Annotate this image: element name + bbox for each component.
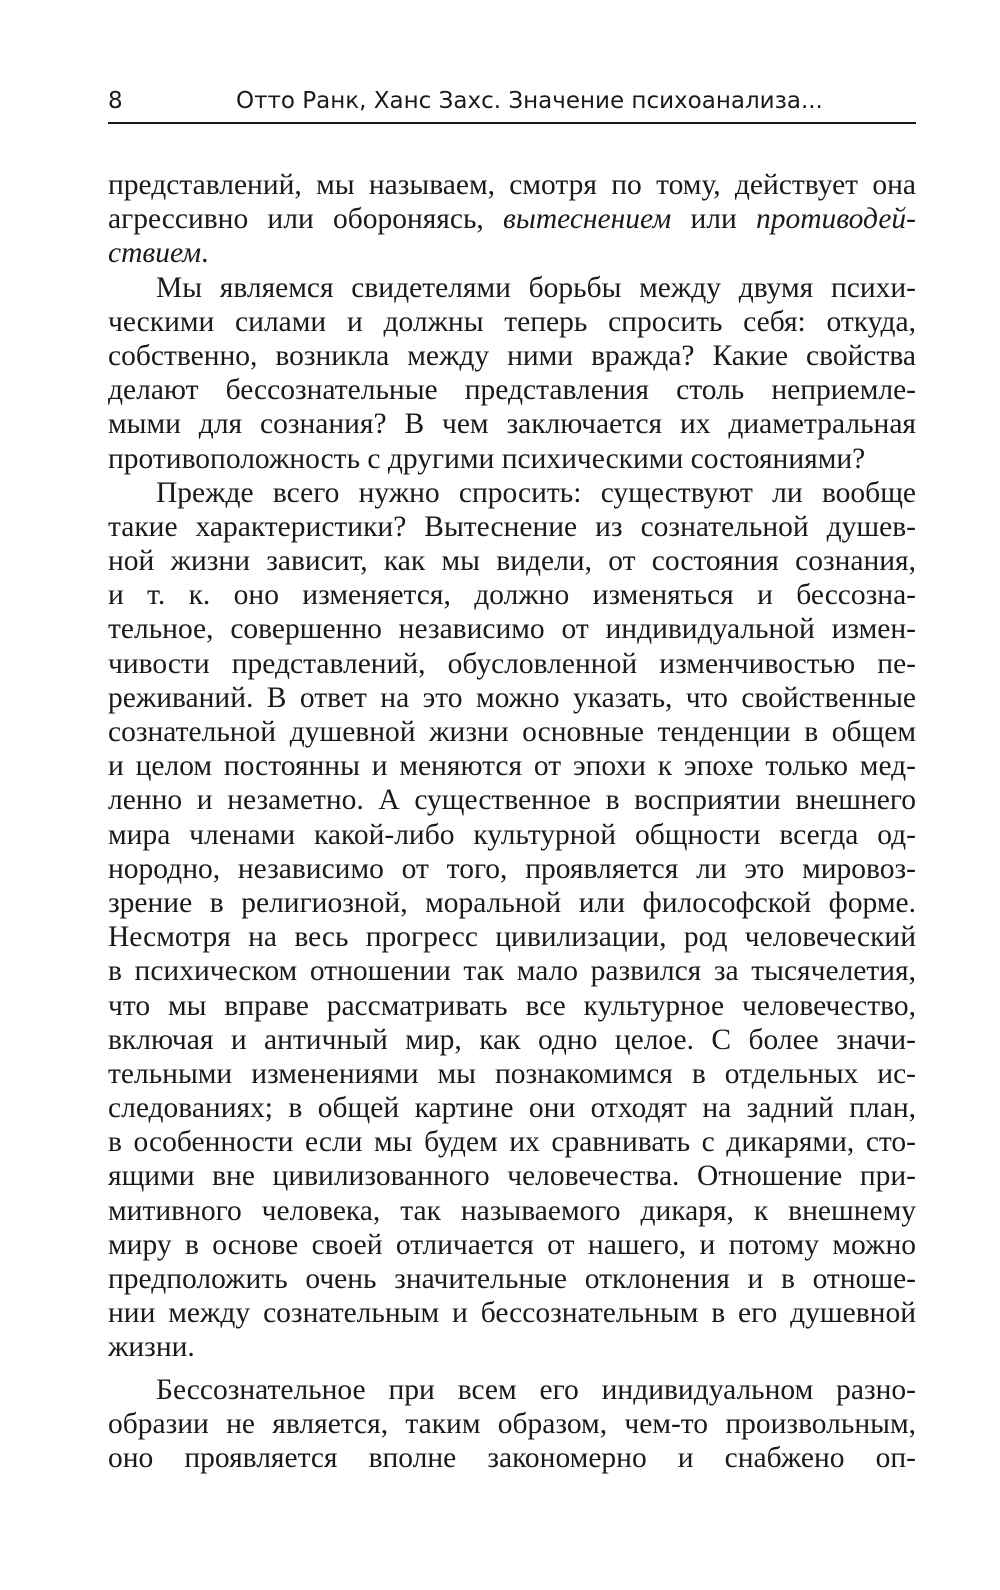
text-line: противоположность с другими психическими состояниями? bbox=[108, 442, 866, 475]
text-line: следованиях; в общей картине они отходят на задний план, bbox=[108, 1092, 916, 1125]
text-line: мыми для сознания? В чем заключается их диаметральная bbox=[108, 408, 916, 441]
text-line: зрение в религиозной, моральной или философской форме. bbox=[108, 886, 916, 919]
text-line: оно проявляется вполне закономерно и снабжено оп- bbox=[108, 1441, 916, 1474]
paragraph bbox=[108, 476, 916, 1365]
text-line: такие характеристики? Вытеснение из сознательной душев- bbox=[108, 510, 916, 543]
text-line: ленно и незаметно. А существенное в восприятии внешнего bbox=[108, 784, 916, 817]
text-line: ной жизни зависит, как мы видели, от состояния сознания, bbox=[108, 545, 916, 578]
text-line: митивного человека, так называемого дикаря, к внешнему bbox=[108, 1194, 916, 1227]
text-line: реживаний. В ответ на это можно указать, что свойственные bbox=[108, 681, 916, 714]
paragraph-gap bbox=[108, 1365, 916, 1373]
text-line: Прежде всего нужно спросить: существуют ли вообще bbox=[156, 476, 916, 509]
text-line: сознательной душевной жизни основные тенденции в общем bbox=[108, 716, 916, 748]
italic-term: противодей- bbox=[755, 203, 916, 236]
paragraph bbox=[108, 1373, 916, 1476]
text-line: представлений, мы называем, смотря по тому, действует она bbox=[108, 169, 916, 201]
text-line: тельное, совершенно независимо от индивидуальной измен- bbox=[108, 613, 916, 646]
text-line: нородно, независимо от того, проявляется ли это мировоз- bbox=[108, 852, 916, 885]
text-line: агрессивно или обороняясь, вытеснением или противодей- bbox=[108, 203, 916, 236]
text-line: и целом постоянны и меняются от эпохи к эпохе только мед- bbox=[108, 750, 916, 783]
text-line: образии не является, таким образом, чем-то произвольным, bbox=[108, 1407, 916, 1440]
text-line: Несмотря на весь прогресс цивилизации, род человеческий bbox=[108, 921, 916, 954]
text-line: Бессознательное при всем его индивидуальном разно- bbox=[156, 1373, 916, 1406]
text-line: что мы вправе рассматривать все культурное человечество, bbox=[108, 989, 916, 1022]
text-line: тельными изменениями мы познакомимся в отдельных ис- bbox=[108, 1057, 916, 1090]
text-line: ческими силами и должны теперь спросить себя: откуда, bbox=[108, 305, 916, 338]
text-line: и т. к. оно изменяется, должно изменяться и бессозна- bbox=[108, 579, 916, 612]
text-line: Мы являемся свидетелями борьбы между двумя психи- bbox=[156, 271, 916, 304]
running-title: Отто Ранк, Ханс Захс. Значение психоанализа... bbox=[236, 88, 823, 114]
paragraph bbox=[108, 271, 916, 476]
text-line: миру в основе своей отличается от нашего, и потому можно bbox=[108, 1228, 916, 1261]
text-line: ящими вне цивилизованного человечества. Отношение при- bbox=[108, 1160, 916, 1193]
running-header bbox=[108, 80, 916, 124]
text-line: собственно, возникла между ними вражда? Какие свойства bbox=[108, 339, 916, 372]
italic-term: ствием bbox=[108, 237, 202, 270]
page-number: 8 bbox=[108, 88, 123, 114]
paragraph bbox=[108, 168, 916, 271]
text-line: мира членами какой-либо культурной общности всегда од- bbox=[108, 818, 916, 851]
italic-term: вытеснением bbox=[503, 203, 672, 236]
body-text bbox=[108, 168, 916, 1475]
text-line: ствием. bbox=[108, 237, 209, 270]
text-line: предположить очень значительные отклонения и в отноше- bbox=[108, 1263, 916, 1295]
text-line: нии между сознательным и бессознательным в его душевной bbox=[108, 1297, 916, 1330]
text-line: в особенности если мы будем их сравнивать с дикарями, сто- bbox=[108, 1126, 916, 1159]
text-line: в психическом отношении так мало развился за тысячелетия, bbox=[108, 955, 916, 988]
text-line: чивости представлений, обусловленной изменчивостью пе- bbox=[108, 647, 916, 680]
text-line: делают бессознательные представления столь неприемле- bbox=[108, 374, 916, 407]
text-line: включая и античный мир, как одно целое. С более значи- bbox=[108, 1023, 916, 1056]
text-line: жизни. bbox=[108, 1331, 195, 1364]
